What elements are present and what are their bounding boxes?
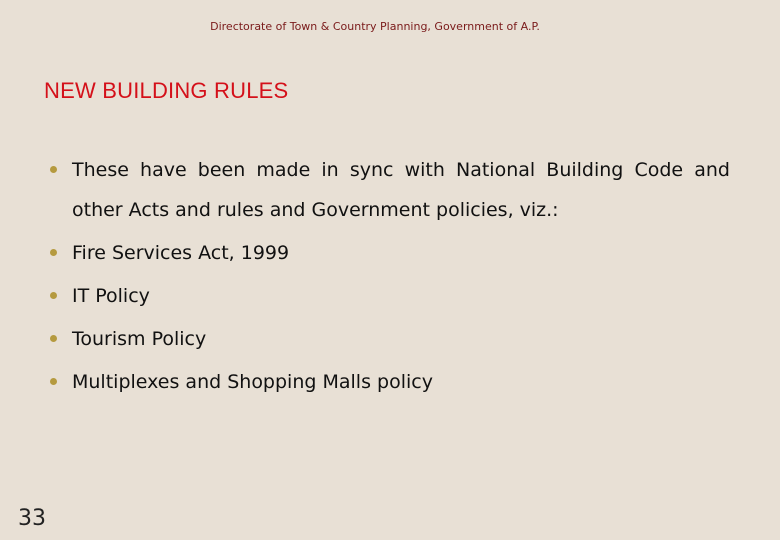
bullet-item <box>50 362 730 402</box>
bullet-item <box>50 319 730 359</box>
bullet-dot-icon <box>50 292 57 299</box>
slide-title: NEW BUILDING RULES <box>44 78 289 103</box>
bullet-dot-icon <box>50 378 57 385</box>
bullet-text: Tourism Policy <box>72 328 207 350</box>
bullet-item <box>50 233 730 273</box>
bullet-dot-icon <box>50 166 57 173</box>
bullet-text: These have been made in sync with National Building Code and other Acts and rules and Government policies, viz.: <box>72 159 730 221</box>
page-number: 33 <box>18 506 46 531</box>
bullet-dot-icon <box>50 335 57 342</box>
bullet-text: IT Policy <box>72 285 150 307</box>
bullet-dot-icon <box>50 249 57 256</box>
slide-header: Directorate of Town & Country Planning, Government of A.P. <box>210 20 540 33</box>
bullet-text: Multiplexes and Shopping Malls policy <box>72 371 433 393</box>
bullet-item <box>50 150 730 230</box>
bullet-item <box>50 276 730 316</box>
bullet-list <box>50 150 730 405</box>
bullet-text: Fire Services Act, 1999 <box>72 242 290 264</box>
